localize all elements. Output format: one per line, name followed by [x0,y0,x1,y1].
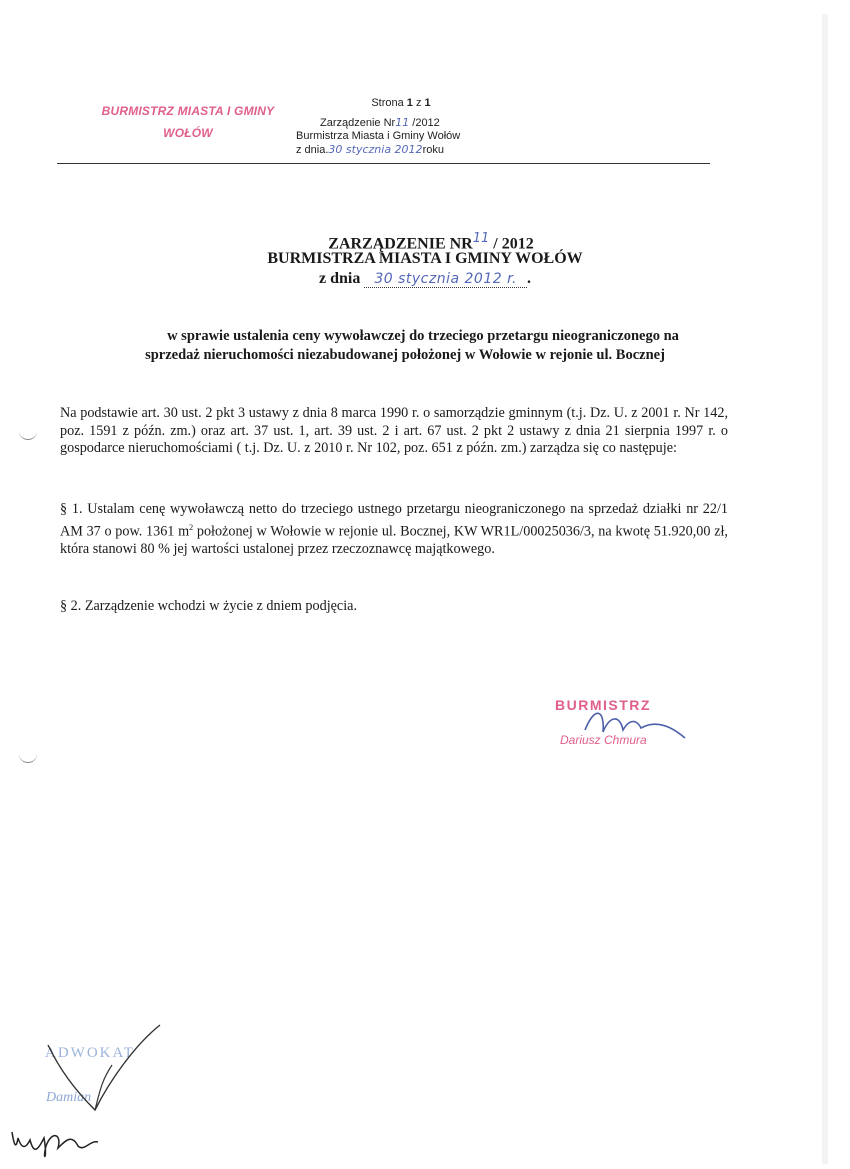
advocate-name: Damian [46,1090,92,1105]
punch-hole-mark [19,425,37,440]
section-1-paragraph: § 1. Ustalam cenę wywoławczą netto do trzeciego ustnego przetargu nieograniczonego na sprzedaż działki nr 22/1 AM 37 o pow. 1361 $m^2$ położonej w Wołowie w rejonie ul. Bocznej, KW WR1L/00025036/3, na kwotę 51.920,00 zł, która stanowi 80 % jej wartości ustalonej przez rzeczoznawcę majątkowego. [60,501,728,557]
advocate-stamp: ADWOKAT [45,1045,135,1061]
advocate-signature-icon [40,1020,170,1130]
page-indicator: Strona 1 z 1 [371,97,431,109]
document-title: ZARZĄDZENIE NR$^{11}$ / 2012 [328,231,534,253]
subject-line-2: sprzedaż nieruchomości niezabudowanej położonej w Wołowie w rejonie ul. Bocznej [145,347,665,363]
document-issuer: BURMISTRZA MIASTA I GMINY WOŁÓW [267,250,583,267]
mayor-name: Dariusz Chmura [560,733,647,747]
office-stamp-line2: WOŁÓW [163,126,213,140]
document-subject [60,327,750,365]
header-divider [57,163,710,164]
reference-line-3: z dnia.30 stycznia 2012roku [296,143,444,156]
office-stamp [78,100,298,144]
legal-basis-paragraph: Na podstawie art. 30 ust. 2 pkt 3 ustawy z dnia 8 marca 1990 r. o samorządzie gminnym (t.j. Dz. U. z 2001 r. Nr 142, poz. 1591 z późn. zm.) oraz art. 37 ust. 1, art. 39 ust. 2 i art. 67 ust. 2 pkt 2 ustawy z dnia 21 sierpnia 1997 r. o gospodarce nieruchomościami ( t.j. Dz. U. z 2010 r. Nr 102, poz. 651 z późn. zm.) zarządza się co następuje: [60,405,728,457]
punch-hole-mark [19,748,37,763]
initials-signature-icon [8,1120,118,1165]
office-stamp-line1: BURMISTRZ MIASTA I GMINY [101,104,275,118]
handwritten-title-number: 11 [472,231,490,246]
reference-line-1: Zarządzenie Nr11 /2012 [320,116,440,129]
handwritten-date: 30 stycznia 2012 [328,143,423,156]
reference-header [296,97,496,157]
reference-line-2: Burmistrza Miasta i Gminy Wołów [296,130,461,142]
subject-line-1: w sprawie ustalenia ceny wywoławczej do trzeciego przetargu nieograniczonego na [167,328,679,344]
document-date: z dnia 30 stycznia 2012 r. . [318,270,531,287]
section-2-paragraph: § 2. Zarządzenie wchodzi w życie z dniem podjęcia. [60,598,358,614]
handwritten-number: 11 [395,116,410,129]
handwritten-title-date: 30 stycznia 2012 r. [364,271,527,288]
scan-edge [822,14,828,1164]
mayor-stamp: BURMISTRZ [555,697,651,713]
